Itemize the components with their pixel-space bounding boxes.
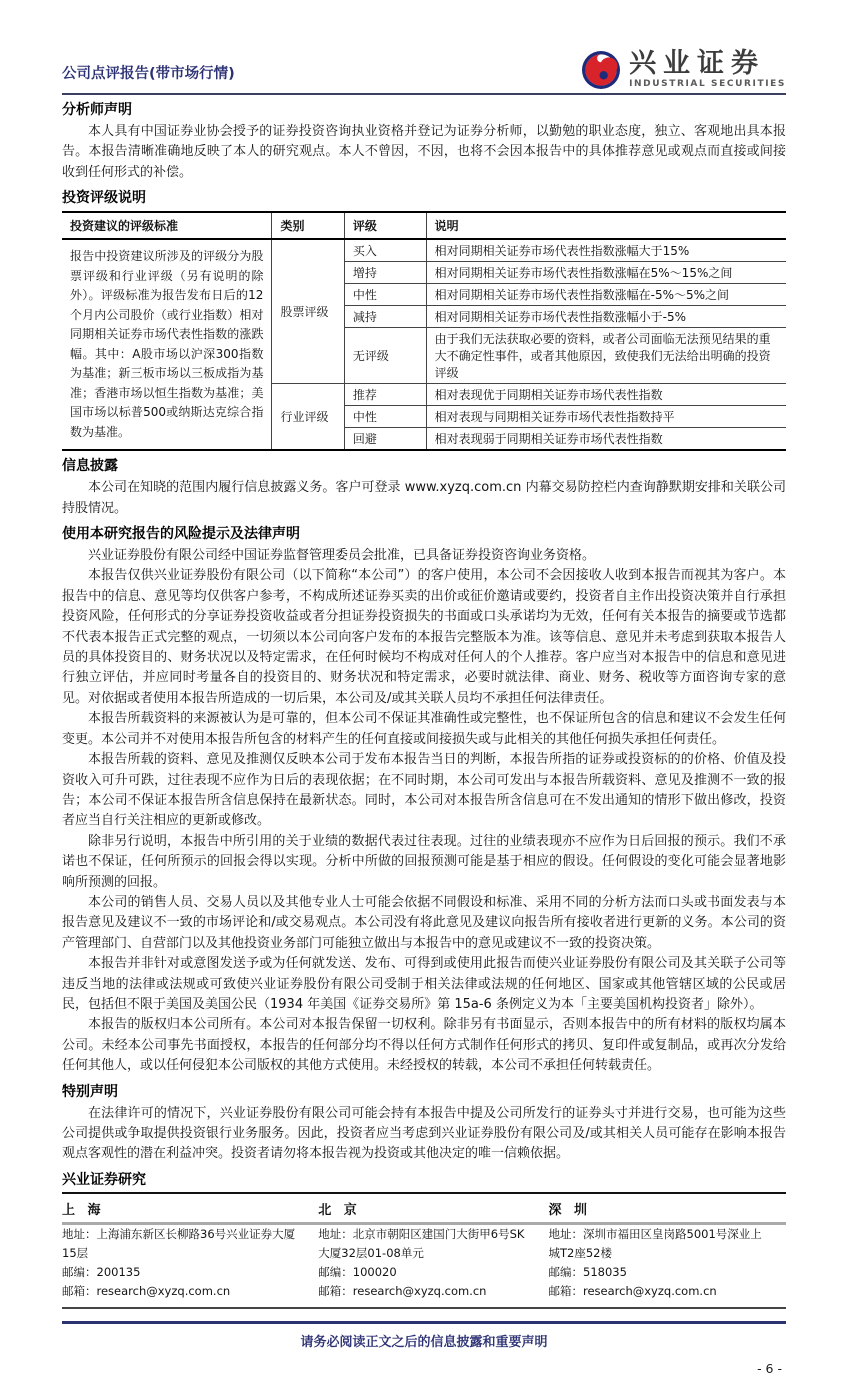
office-shenzhen <box>549 1194 786 1307</box>
header-divider <box>62 93 786 95</box>
rating-header-desc: 说明 <box>426 212 786 239</box>
rating-header-criteria: 投资建议的评级标准 <box>62 212 272 239</box>
rating-cell: 减持 <box>344 306 426 328</box>
legal-paragraph: 本报告的版权归本公司所有。本公司对本报告保留一切权利。除非另有书面显示，否则本报告中的所有材料的版权均属本公司。未经本公司事先书面授权，本报告的任何部分均不得以任何方式制作任何形式的拷贝、复印件或复制品，或再次分发给任何其他人，或以任何侵犯本公司版权的其他方式使用。未经授权的转载，本公司不承担任何转载责任。 <box>62 1017 786 1074</box>
footer-divider <box>62 1321 786 1324</box>
office-city: 上 海 <box>62 1194 318 1225</box>
rating-desc-cell: 相对同期相关证券市场代表性指数涨幅在-5%～5%之间 <box>426 284 786 306</box>
office-zip: 邮编：100020 <box>318 1264 397 1279</box>
legal-paragraph: 兴业证券股份有限公司经中国证券监督管理委员会批准，已具备证券投资咨询业务资格。 <box>88 548 596 564</box>
office-zip: 邮编：200135 <box>62 1264 141 1279</box>
rating-criteria-cell: 报告中投资建议所涉及的评级分为股票评级和行业评级（另有说明的除外）。评级标准为报告发布日后的12个月内公司股价（或行业指数）相对同期相关证券市场代表性指数的涨跌幅。其中：A股市场以沪深300指数为基准；新三板市场以三板成指为基准；香港市场以恒生指数为基准；美国市场以标普500或纳斯达克综合指数为基准。 <box>70 249 264 439</box>
disclosure-title: 信息披露 <box>62 458 118 475</box>
rating-section-title: 投资评级说明 <box>62 190 146 207</box>
office-beijing <box>318 1194 548 1307</box>
research-title: 兴业证券研究 <box>62 1171 146 1188</box>
rating-desc-cell: 相对同期相关证券市场代表性指数涨幅在5%～15%之间 <box>426 262 786 284</box>
special-statement-title: 特别声明 <box>62 1083 118 1100</box>
rating-header-category: 类别 <box>272 212 344 239</box>
rating-desc-cell: 相对表现优于同期相关证券市场代表性指数 <box>426 384 786 406</box>
office-city: 深 圳 <box>549 1194 786 1225</box>
industry-rating-category-cell: 行业评级 <box>272 384 344 451</box>
special-statement-body: 在法律许可的情况下，兴业证券股份有限公司可能会持有本报告中提及公司所发行的证券头寸并进行交易，也可能为这些公司提供或争取提供投资银行业务服务。因此，投资者应当考虑到兴业证券股份有限公司及/或其相关人员可能存在影响本报告观点客观性的潜在利益冲突。投资者请勿将本报告视为投资或其他决定的唯一信赖依据。 <box>62 1105 786 1162</box>
page-number: - 6 - <box>757 1360 782 1376</box>
office-email: 邮箱：research@xyzq.com.cn <box>62 1283 231 1298</box>
rating-cell: 增持 <box>344 262 426 284</box>
legal-paragraph: 本报告仅供兴业证券股份有限公司（以下简称“本公司”）的客户使用，本公司不会因接收人收到本报告而视其为客户。本报告中的信息、意见等均仅供客户参考，不构成所述证券买卖的出价或征价邀请或要约，投资者自主作出投资决策并自行承担投资风险，任何形式的分享证券投资收益或者分担证券投资损失的书面或口头承诺均为无效，任何有关本报告的摘要或节选都不代表本报告正式完整的观点，一切须以本公司向客户发布的本报告完整版本为准。该等信息、意见并未考虑到获取本报告人员的具体投资目的、财务状况以及特定需求，在任何时候均不构成对任何人的个人推荐。客户应当对本报告中的信息和意见进行独立评估，并应同时考量各自的投资目的、财务状况和特定需求，必要时就法律、商业、财务、税收等方面咨询专家的意见。对依据或者使用本报告所造成的一切后果，本公司及/或其关联人员均不承担任何法律责任。 <box>62 568 786 706</box>
page-header <box>62 50 786 89</box>
rating-desc-cell: 相对同期相关证券市场代表性指数涨幅小于-5% <box>426 306 786 328</box>
rating-desc-cell: 相对同期相关证券市场代表性指数涨幅大于15% <box>426 239 786 262</box>
rating-desc-cell: 相对表现弱于同期相关证券市场代表性指数 <box>426 428 786 451</box>
office-city: 北 京 <box>318 1194 548 1225</box>
logo-icon <box>582 51 620 89</box>
rating-cell: 中性 <box>344 284 426 306</box>
offices-table <box>62 1192 786 1309</box>
office-shanghai <box>62 1194 318 1307</box>
company-logo <box>582 50 786 89</box>
office-zip: 邮编：518035 <box>548 1264 627 1279</box>
office-email: 邮箱：research@xyzq.com.cn <box>318 1283 487 1298</box>
legal-paragraph: 本报告所载的资料、意见及推测仅反映本公司于发布本报告当日的判断，本报告所指的证券或投资标的的价格、价值及投资收入可升可跌，过往表现不应作为日后的表现依据；在不同时期，本公司可发出与本报告所载资料、意见及推测不一致的报告；本公司不保证本报告所含信息保持在最新状态。同时，本公司对本报告所含信息可在不发出通知的情形下做出修改，投资者应当自行关注相应的更新或修改。 <box>62 752 786 829</box>
analyst-statement-title: 分析师声明 <box>62 102 132 118</box>
rating-table <box>62 211 786 451</box>
table-row <box>62 239 786 262</box>
rating-cell: 无评级 <box>344 328 426 384</box>
rating-desc-cell: 相对表现与同期相关证券市场代表性指数持平 <box>426 406 786 428</box>
office-address: 地址：上海浦东新区长柳路36号兴业证券大厦15层 <box>62 1226 296 1260</box>
analyst-statement-body: 本人具有中国证券业协会授予的证券投资咨询执业资格并登记为证券分析师，以勤勉的职业态度，独立、客观地出具本报告。本报告清晰准确地反映了本人的研究观点。本人不曾因，不因，也将不会因本报告中的具体推荐意见或观点而直接或间接收到任何形式的补偿。 <box>62 124 786 180</box>
rating-header-rating: 评级 <box>344 212 426 239</box>
logo-text <box>629 50 786 89</box>
legal-paragraph: 本报告并非针对或意图发送予或为任何就发送、发布、可得到或使用此报告而使兴业证券股份有限公司及其关联子公司等违反当地的法律或法规或可致使兴业证券股份有限公司受制于相关法律或法规的任何地区、国家或其他管辖区域的公民或居民，包括但不限于美国及美国公民（1934 年美国《证券交易所》第 15a-6 条例定义为本「主要美国机构投资者」除外）。 <box>62 956 786 1012</box>
disclosure-body: 本公司在知晓的范围内履行信息披露义务。客户可登录 www.xyzq.com.cn 内幕交易防控栏内查询静默期安排和关联公司持股情况。 <box>62 480 786 516</box>
logo-cn-name: 兴业证券 <box>629 48 766 79</box>
report-type-label: 公司点评报告(带市场行情) <box>62 66 235 82</box>
footer-notice: 请务必阅读正文之后的信息披露和重要声明 <box>300 1334 548 1350</box>
legal-paragraph: 除非另行说明，本报告中所引用的关于业绩的数据代表过往表现。过往的业绩表现亦不应作为日后回报的预示。我们不承诺也不保证，任何所预示的回报会得以实现。分析中所做的回报预测可能是基于相应的假设。任何假设的变化可能会显著地影响所预测的回报。 <box>62 833 786 890</box>
legal-paragraph: 本公司的销售人员、交易人员以及其他专业人士可能会依据不同假设和标准、采用不同的分析方法而口头或书面发表与本报告意见及建议不一致的市场评论和/或交易观点。本公司没有将此意见及建议向报告所有接收者进行更新的义务。本公司的资产管理部门、自营部门以及其他投资业务部门可能独立做出与本报告中的意见或建议不一致的投资决策。 <box>62 894 786 951</box>
page-footer <box>62 1321 786 1376</box>
rating-cell: 中性 <box>344 406 426 428</box>
office-email: 邮箱：research@xyzq.com.cn <box>548 1283 717 1298</box>
rating-desc-cell: 由于我们无法获取必要的资料，或者公司面临无法预见结果的重大不确定性事件，或者其他原因，致使我们无法给出明确的投资评级 <box>426 328 786 384</box>
rating-cell: 买入 <box>344 239 426 262</box>
rating-table-header-row <box>62 212 786 239</box>
office-address: 地址：深圳市福田区皇岗路5001号深业上城T2座52楼 <box>548 1226 762 1260</box>
stock-rating-category-cell: 股票评级 <box>272 239 344 384</box>
legal-paragraph: 本报告所载资料的来源被认为是可靠的，但本公司不保证其准确性或完整性，也不保证所包含的信息和建议不会发生任何变更。本公司并不对使用本报告所包含的材料产生的任何直接或间接损失或与此相关的其他任何损失承担任何责任。 <box>62 711 786 747</box>
rating-cell: 回避 <box>344 428 426 451</box>
office-address: 地址：北京市朝阳区建国门大街甲6号SK大厦32层01-08单元 <box>318 1226 525 1260</box>
rating-cell: 推荐 <box>344 384 426 406</box>
logo-en-name: INDUSTRIAL SECURITIES <box>629 79 786 89</box>
legal-title: 使用本研究报告的风险提示及法律声明 <box>62 526 300 543</box>
